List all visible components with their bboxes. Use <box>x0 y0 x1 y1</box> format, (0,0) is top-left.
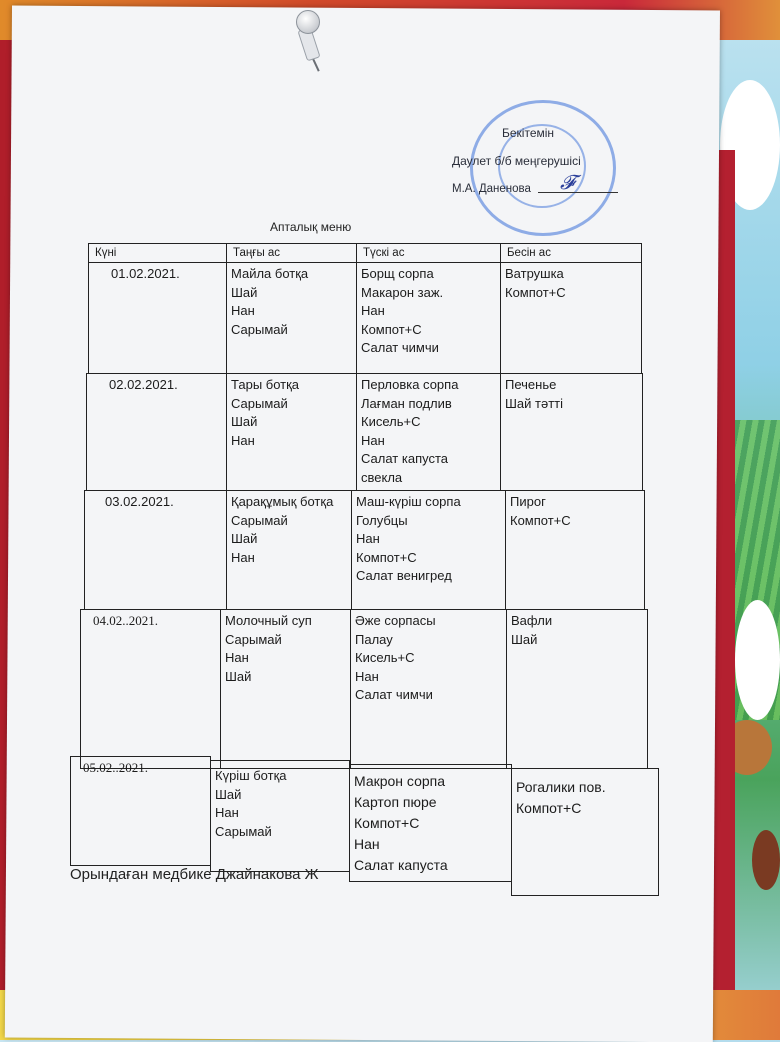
menu-item: Салат капуста <box>361 451 448 466</box>
menu-item: Шай <box>215 786 242 802</box>
footer-signature-line: Орындаған медбике Джайнакова Ж <box>70 866 319 883</box>
menu-item: Рогалики пов. <box>516 779 606 795</box>
background-egg-lower <box>735 600 780 720</box>
menu-item: Маш-күріш сорпа <box>356 494 461 509</box>
menu-item: свекла <box>361 469 403 485</box>
menu-item: Шай <box>225 668 252 684</box>
menu-item: Перловка сорпа <box>361 377 459 392</box>
menu-item: Палау <box>355 631 393 647</box>
menu-item: Сарымай <box>215 823 272 839</box>
header-date: Күні <box>88 243 227 263</box>
table-row-2-lunch <box>356 373 501 491</box>
table-row-1-snack <box>500 262 642 374</box>
menu-item: Нан <box>215 805 239 820</box>
menu-item: Шай <box>231 531 258 546</box>
header-lunch: Түскі ас <box>356 243 501 263</box>
header-breakfast: Таңғы ас <box>226 243 357 263</box>
menu-item: Макарон заж. <box>361 284 444 300</box>
signature-line <box>538 192 618 193</box>
menu-item: Нан <box>356 531 380 546</box>
menu-item: Компот+С <box>516 800 582 816</box>
menu-item: Тары ботқа <box>231 377 300 392</box>
menu-item: Компот+С <box>356 549 417 565</box>
date-text: 01.02.2021. <box>111 266 180 281</box>
menu-item: Сарымай <box>231 395 288 411</box>
menu-item: Компот+С <box>510 512 571 528</box>
menu-item: Шай тәтті <box>505 395 563 411</box>
menu-item: Нан <box>231 549 255 565</box>
menu-item: Шай <box>231 414 258 429</box>
menu-item: Компот+С <box>505 284 566 300</box>
table-row-5-snack <box>511 768 659 896</box>
date-text: 05.02..2021. <box>83 760 148 775</box>
date-text: 02.02.2021. <box>109 377 178 392</box>
table-row-5-breakfast <box>210 760 350 872</box>
menu-item: Әже сорпасы <box>355 613 436 628</box>
menu-item: Шай <box>231 284 258 300</box>
menu-item: Нан <box>361 432 385 448</box>
menu-item: Кисель+С <box>355 650 415 665</box>
table-row-5-lunch <box>349 764 512 882</box>
table-row-1-date <box>88 262 227 374</box>
menu-item: Картоп пюре <box>354 794 437 810</box>
table-row-4-breakfast <box>220 609 351 769</box>
table-row-3-breakfast <box>226 490 352 610</box>
header-snack: Бесін ас <box>500 243 642 263</box>
menu-item: Лағман подлив <box>361 395 452 411</box>
menu-item: Нан <box>231 303 255 318</box>
approval-name: М.А. Даненова <box>452 183 531 195</box>
menu-item: Голубцы <box>356 512 408 528</box>
menu-item: Ватрушка <box>505 266 564 281</box>
push-pin-icon <box>296 10 320 34</box>
menu-item: Вафли <box>511 613 553 628</box>
background-cookie-dark <box>752 830 780 890</box>
menu-item: Майла ботқа <box>231 266 309 281</box>
menu-item: Шай <box>511 631 538 647</box>
menu-item: Нан <box>355 668 379 684</box>
menu-item: Макрон сорпа <box>354 773 446 789</box>
menu-item: Пирог <box>510 494 546 509</box>
table-row-3-snack <box>505 490 645 610</box>
table-row-2-breakfast <box>226 373 357 491</box>
table-row-2-snack <box>500 373 643 491</box>
menu-item: Сарымай <box>225 631 282 647</box>
date-text: 03.02.2021. <box>105 494 174 509</box>
menu-item: Молочный суп <box>225 613 312 628</box>
menu-item: Салат чимчи <box>361 340 439 355</box>
table-row-2-date <box>86 373 227 491</box>
table-row-4-lunch <box>350 609 507 769</box>
table-row-5-date <box>70 756 211 866</box>
menu-item: Борщ сорпа <box>361 266 434 281</box>
menu-item: Салат чимчи <box>355 687 433 702</box>
menu-item: Нан <box>225 650 249 665</box>
table-row-1-lunch <box>356 262 501 374</box>
menu-item: Сарымай <box>231 512 288 528</box>
menu-item: Печенье <box>505 377 557 392</box>
menu-item: Нан <box>231 432 255 448</box>
table-row-3-lunch <box>351 490 506 610</box>
menu-item: Күріш ботқа <box>215 768 287 783</box>
approval-word: Бекітемін <box>502 126 555 140</box>
menu-item: Нан <box>361 303 385 318</box>
signature-icon: 𝓕 <box>560 170 575 194</box>
page-title: Апталық меню <box>270 220 352 234</box>
table-row-4-snack <box>506 609 648 769</box>
table-row-1-breakfast <box>226 262 357 374</box>
approval-position: Даулет б/б меңгерушісі <box>452 154 581 168</box>
menu-item: Қарақұмық ботқа <box>231 494 334 509</box>
menu-item: Салат капуста <box>354 857 448 873</box>
menu-item: Сарымай <box>231 321 288 337</box>
table-row-4-date <box>80 609 221 769</box>
menu-item: Компот+С <box>361 321 422 337</box>
menu-item: Салат венигред <box>356 568 452 583</box>
menu-item: Компот+С <box>354 815 420 831</box>
date-text: 04.02..2021. <box>93 613 158 628</box>
menu-item: Кисель+С <box>361 414 421 429</box>
table-row-3-date <box>84 490 227 610</box>
menu-item: Нан <box>354 836 380 852</box>
